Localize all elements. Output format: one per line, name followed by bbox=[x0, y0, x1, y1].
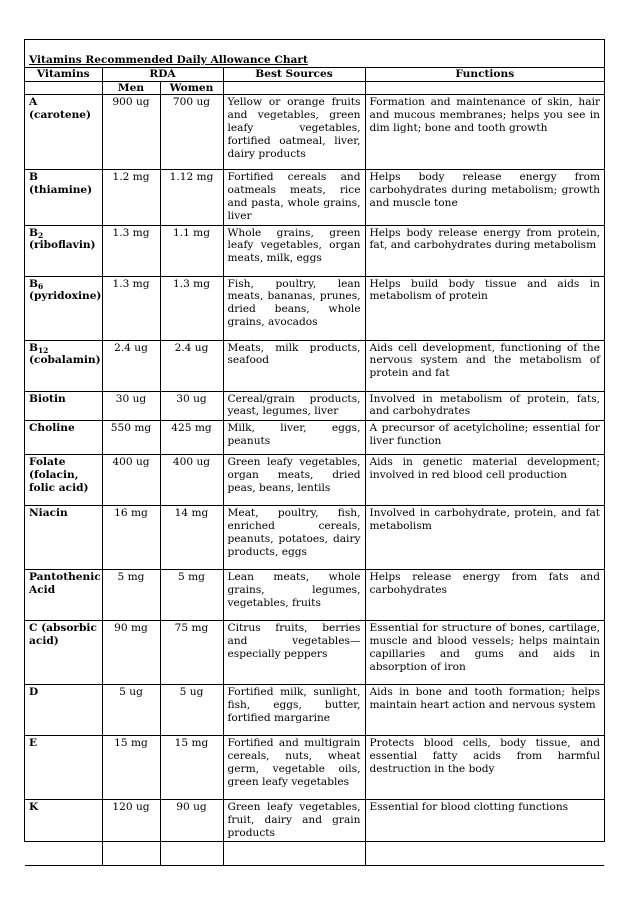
vitamin-name bbox=[25, 276, 102, 340]
rda-men: 2.4 ug bbox=[102, 340, 160, 391]
rda-men: 1.3 mg bbox=[102, 225, 160, 276]
vitamin-name bbox=[25, 421, 102, 455]
vitamin-alt-name: (thiamine) bbox=[29, 184, 93, 197]
header-functions: Functions bbox=[365, 67, 604, 81]
vitamin-subscript: 2 bbox=[37, 230, 44, 240]
functions: Formation and maintenance of skin, hair and mucous membranes; helps you see in dim light; bone and tooth growth bbox=[365, 95, 604, 170]
vitamin-alt-name: (riboflavin) bbox=[29, 239, 96, 252]
vitamin-name-text: K bbox=[29, 801, 39, 814]
rda-women: 75 mg bbox=[160, 621, 223, 685]
functions: Helps build body tissue and aids in metabolism of protein bbox=[365, 276, 604, 340]
rda-men: 15 mg bbox=[102, 736, 160, 800]
vitamin-name-text: Folate (folacin, folic acid) bbox=[29, 456, 89, 494]
vitamin-name-text: B bbox=[29, 226, 38, 239]
best-sources: Citrus fruits, berries and vegetables— especially peppers bbox=[223, 621, 365, 685]
rda-men: 400 ug bbox=[102, 455, 160, 506]
best-sources: Fortified and multigrain cereals, nuts, wheat germ, vegetable oils, green leafy vegetables bbox=[223, 736, 365, 800]
vitamin-name bbox=[25, 455, 102, 506]
rda-women: 5 mg bbox=[160, 570, 223, 621]
rda-women: 90 ug bbox=[160, 800, 223, 866]
vitamin-alt-name: (pyridoxine) bbox=[29, 290, 102, 303]
vitamin-name bbox=[25, 736, 102, 800]
functions: Essential for blood clotting functions bbox=[365, 800, 604, 866]
best-sources: Yellow or orange fruits and vegetables, green leafy vegetables, fortified oatmeal, liver, dairy products bbox=[223, 95, 365, 170]
vitamin-name bbox=[25, 225, 102, 276]
best-sources: Cereal/grain products, yeast, legumes, liver bbox=[223, 391, 365, 421]
best-sources: Fish, poultry, lean meats, bananas, prunes, dried beans, whole grains, avocados bbox=[223, 276, 365, 340]
rda-men: 900 ug bbox=[102, 95, 160, 170]
best-sources: Green leafy vegetables, fruit, dairy and grain products bbox=[223, 800, 365, 866]
rda-women: 14 mg bbox=[160, 506, 223, 570]
header-best-sources: Best Sources bbox=[223, 67, 365, 81]
vitamin-name bbox=[25, 170, 102, 225]
vitamin-name-text: D bbox=[29, 686, 39, 699]
functions: Protects blood cells, body tissue, and essential fatty acids from harmful destruction in the body bbox=[365, 736, 604, 800]
title-row bbox=[25, 53, 604, 67]
best-sources: Meat, poultry, fish, enriched cereals, peanuts, potatoes, dairy products, eggs bbox=[223, 506, 365, 570]
table-row bbox=[25, 170, 604, 225]
table-row bbox=[25, 276, 604, 340]
table-row bbox=[25, 570, 604, 621]
vitamin-name bbox=[25, 570, 102, 621]
rda-men: 90 mg bbox=[102, 621, 160, 685]
vitamin-name-text: Niacin bbox=[29, 507, 68, 520]
table-row bbox=[25, 736, 604, 800]
document-page bbox=[24, 39, 605, 842]
rda-men: 1.3 mg bbox=[102, 276, 160, 340]
table-row bbox=[25, 340, 604, 391]
header-rda: RDA bbox=[102, 67, 223, 81]
functions: Involved in carbohydrate, protein, and fat metabolism bbox=[365, 506, 604, 570]
vitamin-name-text: B bbox=[29, 277, 38, 290]
table-row bbox=[25, 421, 604, 455]
best-sources: Green leafy vegetables, organ meats, dried peas, beans, lentils bbox=[223, 455, 365, 506]
table-row bbox=[25, 455, 604, 506]
rda-men: 120 ug bbox=[102, 800, 160, 866]
rda-men: 5 ug bbox=[102, 685, 160, 736]
functions: Helps body release energy from protein, fat, and carbohydrates during metabolism bbox=[365, 225, 604, 276]
rda-men: 5 mg bbox=[102, 570, 160, 621]
rda-men: 550 mg bbox=[102, 421, 160, 455]
header-women: Women bbox=[160, 81, 223, 95]
rda-women: 1.1 mg bbox=[160, 225, 223, 276]
vitamin-name-text: B bbox=[29, 341, 38, 354]
header-vitamins: Vitamins bbox=[25, 67, 102, 81]
header-row bbox=[25, 67, 604, 81]
table-row bbox=[25, 621, 604, 685]
vitamins-rda-table bbox=[25, 53, 604, 866]
table-row bbox=[25, 506, 604, 570]
best-sources: Whole grains, green leafy vegetables, organ meats, milk, eggs bbox=[223, 225, 365, 276]
table-row bbox=[25, 391, 604, 421]
functions: A precursor of acetylcholine; essential for liver function bbox=[365, 421, 604, 455]
vitamin-name bbox=[25, 506, 102, 570]
best-sources: Fortified cereals and oatmeals meats, rice and pasta, whole grains, liver bbox=[223, 170, 365, 225]
subheader-blank bbox=[365, 81, 604, 95]
vitamin-subscript: 6 bbox=[37, 281, 44, 291]
subheader-blank bbox=[25, 81, 102, 95]
vitamin-name-text: E bbox=[29, 737, 38, 750]
rda-women: 1.3 mg bbox=[160, 276, 223, 340]
vitamin-name bbox=[25, 685, 102, 736]
subheader-blank bbox=[223, 81, 365, 95]
functions: Helps release energy from fats and carbohydrates bbox=[365, 570, 604, 621]
table-row bbox=[25, 225, 604, 276]
rda-women: 700 ug bbox=[160, 95, 223, 170]
vitamin-name bbox=[25, 621, 102, 685]
vitamin-name-text: C (absorbic acid) bbox=[29, 622, 97, 647]
vitamin-name-text: Biotin bbox=[29, 392, 66, 405]
functions: Helps body release energy from carbohydrates during metabolism; growth and muscle tone bbox=[365, 170, 604, 225]
subheader-row bbox=[25, 81, 604, 95]
vitamin-name bbox=[25, 800, 102, 866]
vitamin-name bbox=[25, 340, 102, 391]
functions: Aids cell development, functioning of the nervous system and the metabolism of protein and fat bbox=[365, 340, 604, 391]
vitamin-alt-name: (cobalamin) bbox=[29, 354, 101, 367]
rda-women: 425 mg bbox=[160, 421, 223, 455]
functions: Aids in bone and tooth formation; helps maintain heart action and nervous system bbox=[365, 685, 604, 736]
vitamin-name-text: Pantothenic Acid bbox=[29, 571, 101, 596]
vitamin-name bbox=[25, 391, 102, 421]
rda-women: 2.4 ug bbox=[160, 340, 223, 391]
rda-women: 400 ug bbox=[160, 455, 223, 506]
rda-men: 16 mg bbox=[102, 506, 160, 570]
table-row bbox=[25, 800, 604, 866]
functions: Involved in metabolism of protein, fats, and carbohydrates bbox=[365, 391, 604, 421]
functions: Aids in genetic material development; involved in red blood cell production bbox=[365, 455, 604, 506]
table-title: Vitamins Recommended Daily Allowance Chart bbox=[25, 53, 604, 67]
table-row bbox=[25, 95, 604, 170]
header-men: Men bbox=[102, 81, 160, 95]
vitamin-name-text: Choline bbox=[29, 422, 75, 435]
best-sources: Fortified milk, sunlight, fish, eggs, butter, fortified margarine bbox=[223, 685, 365, 736]
vitamin-name-text: B bbox=[29, 171, 38, 184]
rda-women: 1.12 mg bbox=[160, 170, 223, 225]
best-sources: Lean meats, whole grains, legumes, vegetables, fruits bbox=[223, 570, 365, 621]
best-sources: Meats, milk products, seafood bbox=[223, 340, 365, 391]
rda-men: 30 ug bbox=[102, 391, 160, 421]
table-row bbox=[25, 685, 604, 736]
vitamin-subscript: 12 bbox=[37, 345, 49, 355]
rda-women: 5 ug bbox=[160, 685, 223, 736]
best-sources: Milk, liver, eggs, peanuts bbox=[223, 421, 365, 455]
rda-women: 15 mg bbox=[160, 736, 223, 800]
functions: Essential for structure of bones, cartilage, muscle and blood vessels; helps maintain capillaries and gums and aids in absorption of iron bbox=[365, 621, 604, 685]
vitamin-name bbox=[25, 95, 102, 170]
rda-women: 30 ug bbox=[160, 391, 223, 421]
vitamin-name-text: A (carotene) bbox=[29, 96, 92, 122]
rda-men: 1.2 mg bbox=[102, 170, 160, 225]
